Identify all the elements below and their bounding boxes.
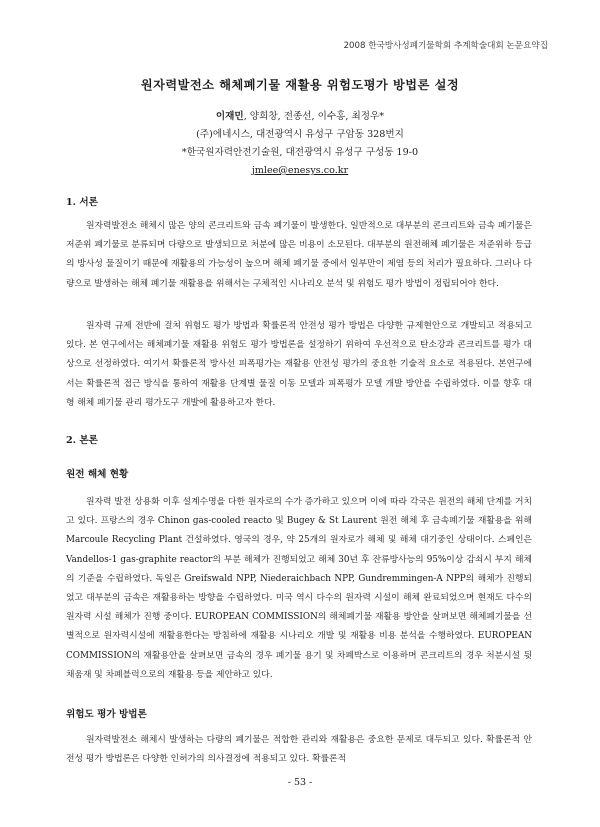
method-paragraph: 원자력발전소 해체시 발생하는 다량의 폐기물은 적합한 관리와 재활용은 중요한 문제로 대두되고 있다. 확률론적 안전성 평가 방법론은 다양한 인허가의 의사결정에 적용되고 있다. 확률론적 <box>66 735 532 765</box>
author-line <box>0 108 600 126</box>
intro-paragraph-2: 원자력 규제 전반에 걸쳐 위험도 평가 방법과 확률론적 안전성 평가 방법은 다양한 규제현안으로 개발되고 적용되고 있다. 본 연구에서는 해체폐기물 재활용 위험도 평가 방법론을 설정하기 위하여 우선적으로 탄소강과 콘크리트를 평가 대상으로 선정하였다. 여기서 확률론적 방사선 피폭평가는 재활용 안전성 평가의 중요한 기술적 요소로 적용된다. 본연구에서는 확률론적 접근 방식을 통하여 재활용 단계별 물질 이동 모델과 피폭평가 모델 개발 방안을 수립하였다. 이를 향후 대형 해체 폐기물 관리 평가도구 개발에 활용하고자 한다. <box>66 321 532 408</box>
author-block <box>0 108 600 180</box>
intro-paragraph-1: 원자력발전소 해체시 많은 양의 콘크리트와 금속 폐기물이 발생한다. 일반적으로 대부분의 콘크리트와 금속 폐기물은 저준위 폐기물로 분류되며 다량으로 발생되므로 처분에 많은 비용이 소모된다. 대부분의 원전해체 폐기물은 저준위하 등급의 방사성 물질이기 때문에 재활용의 가능성이 높으며 해체 폐기물 중에서 일부만이 제염 등의 처리가 필요하다. 그러나 다량으로 발생하는 해체 폐기물 재활용을 위해서는 구체적인 시나리오 분석 및 위험도 평가 방법이 정립되어야 한다. <box>66 221 532 289</box>
status-paragraph: 원자력 발전 상용화 이후 설계수명을 다한 원자로의 수가 증가하고 있으며 이에 따라 각국은 원전의 해체 단계를 거치고 있다. 프랑스의 경우 Chinon gas-cooled reacto 및 Bugey & St Laurent 원전 해체 후 금속폐기물 재활용을 위해 Marcoule Recycling Plant 건설하였다. 영국의 경우, 약 25개의 원자로가 해체 및 해체 대기중인 상태이다. 스페인은 Vandellos-1 gas-graphite reactor의 부분 해체가 진행되었고 해체 30년 후 잔류방사능의 95%이상 감쇠시 부지 해체의 기준을 수립하였다. 독일은 Greifswald NPP, Niederaichbach NPP, Gundremmingen-A NPP의 해체가 진행되었고 대부분의 금속은 재활용하는 방향을 수립하였다. 미국 역시 다수의 원자력 시설이 해체 완료되었으며 현재도 다수의 원자력 시설 해체가 진행 중이다. EUROPEAN COMMISSION의 해체폐기물 재활용 방안을 살펴보면 해체폐기물을 선별적으로 원자력시설에 재활용한다는 방침하에 재활용 시나리오 개발 및 재활용 비용 분석을 수행하였다. EUROPEAN COMMISSION의 재활용안을 살펴보면 금속의 경우 폐기물 용기 및 차폐박스로 이용하며 콘크리트의 경우 처분시설 뒷채움재 및 차폐블럭으로의 재활용 등을 제안하고 있다. <box>66 497 532 680</box>
affiliation-2: *한국원자력안전기술원, 대전광역시 유성구 구성동 19-0 <box>181 147 419 158</box>
lead-author: 이재민 <box>215 111 244 122</box>
co-authors: , 양희창, 전종선, 이수홍, 최정우* <box>243 111 385 122</box>
author-email[interactable]: jmlee@enesys.co.kr <box>251 165 349 176</box>
heading-risk-method: 위험도 평가 방법론 <box>66 709 147 720</box>
affiliation-1: (주)에네시스, 대전광역시 유성구 구암동 328번지 <box>196 129 404 140</box>
heading-body: 2. 본론 <box>66 435 98 446</box>
running-header: 2008 한국방사성폐기물학회 추계학술대회 논문요약집 <box>343 41 548 51</box>
heading-introduction: 1. 서론 <box>66 197 98 208</box>
page-number: - 53 - <box>287 777 313 788</box>
heading-decommissioning-status: 원전 해체 현황 <box>66 469 129 480</box>
paper-title: 원자력발전소 해체폐기물 재활용 위험도평가 방법론 설정 <box>140 78 460 92</box>
